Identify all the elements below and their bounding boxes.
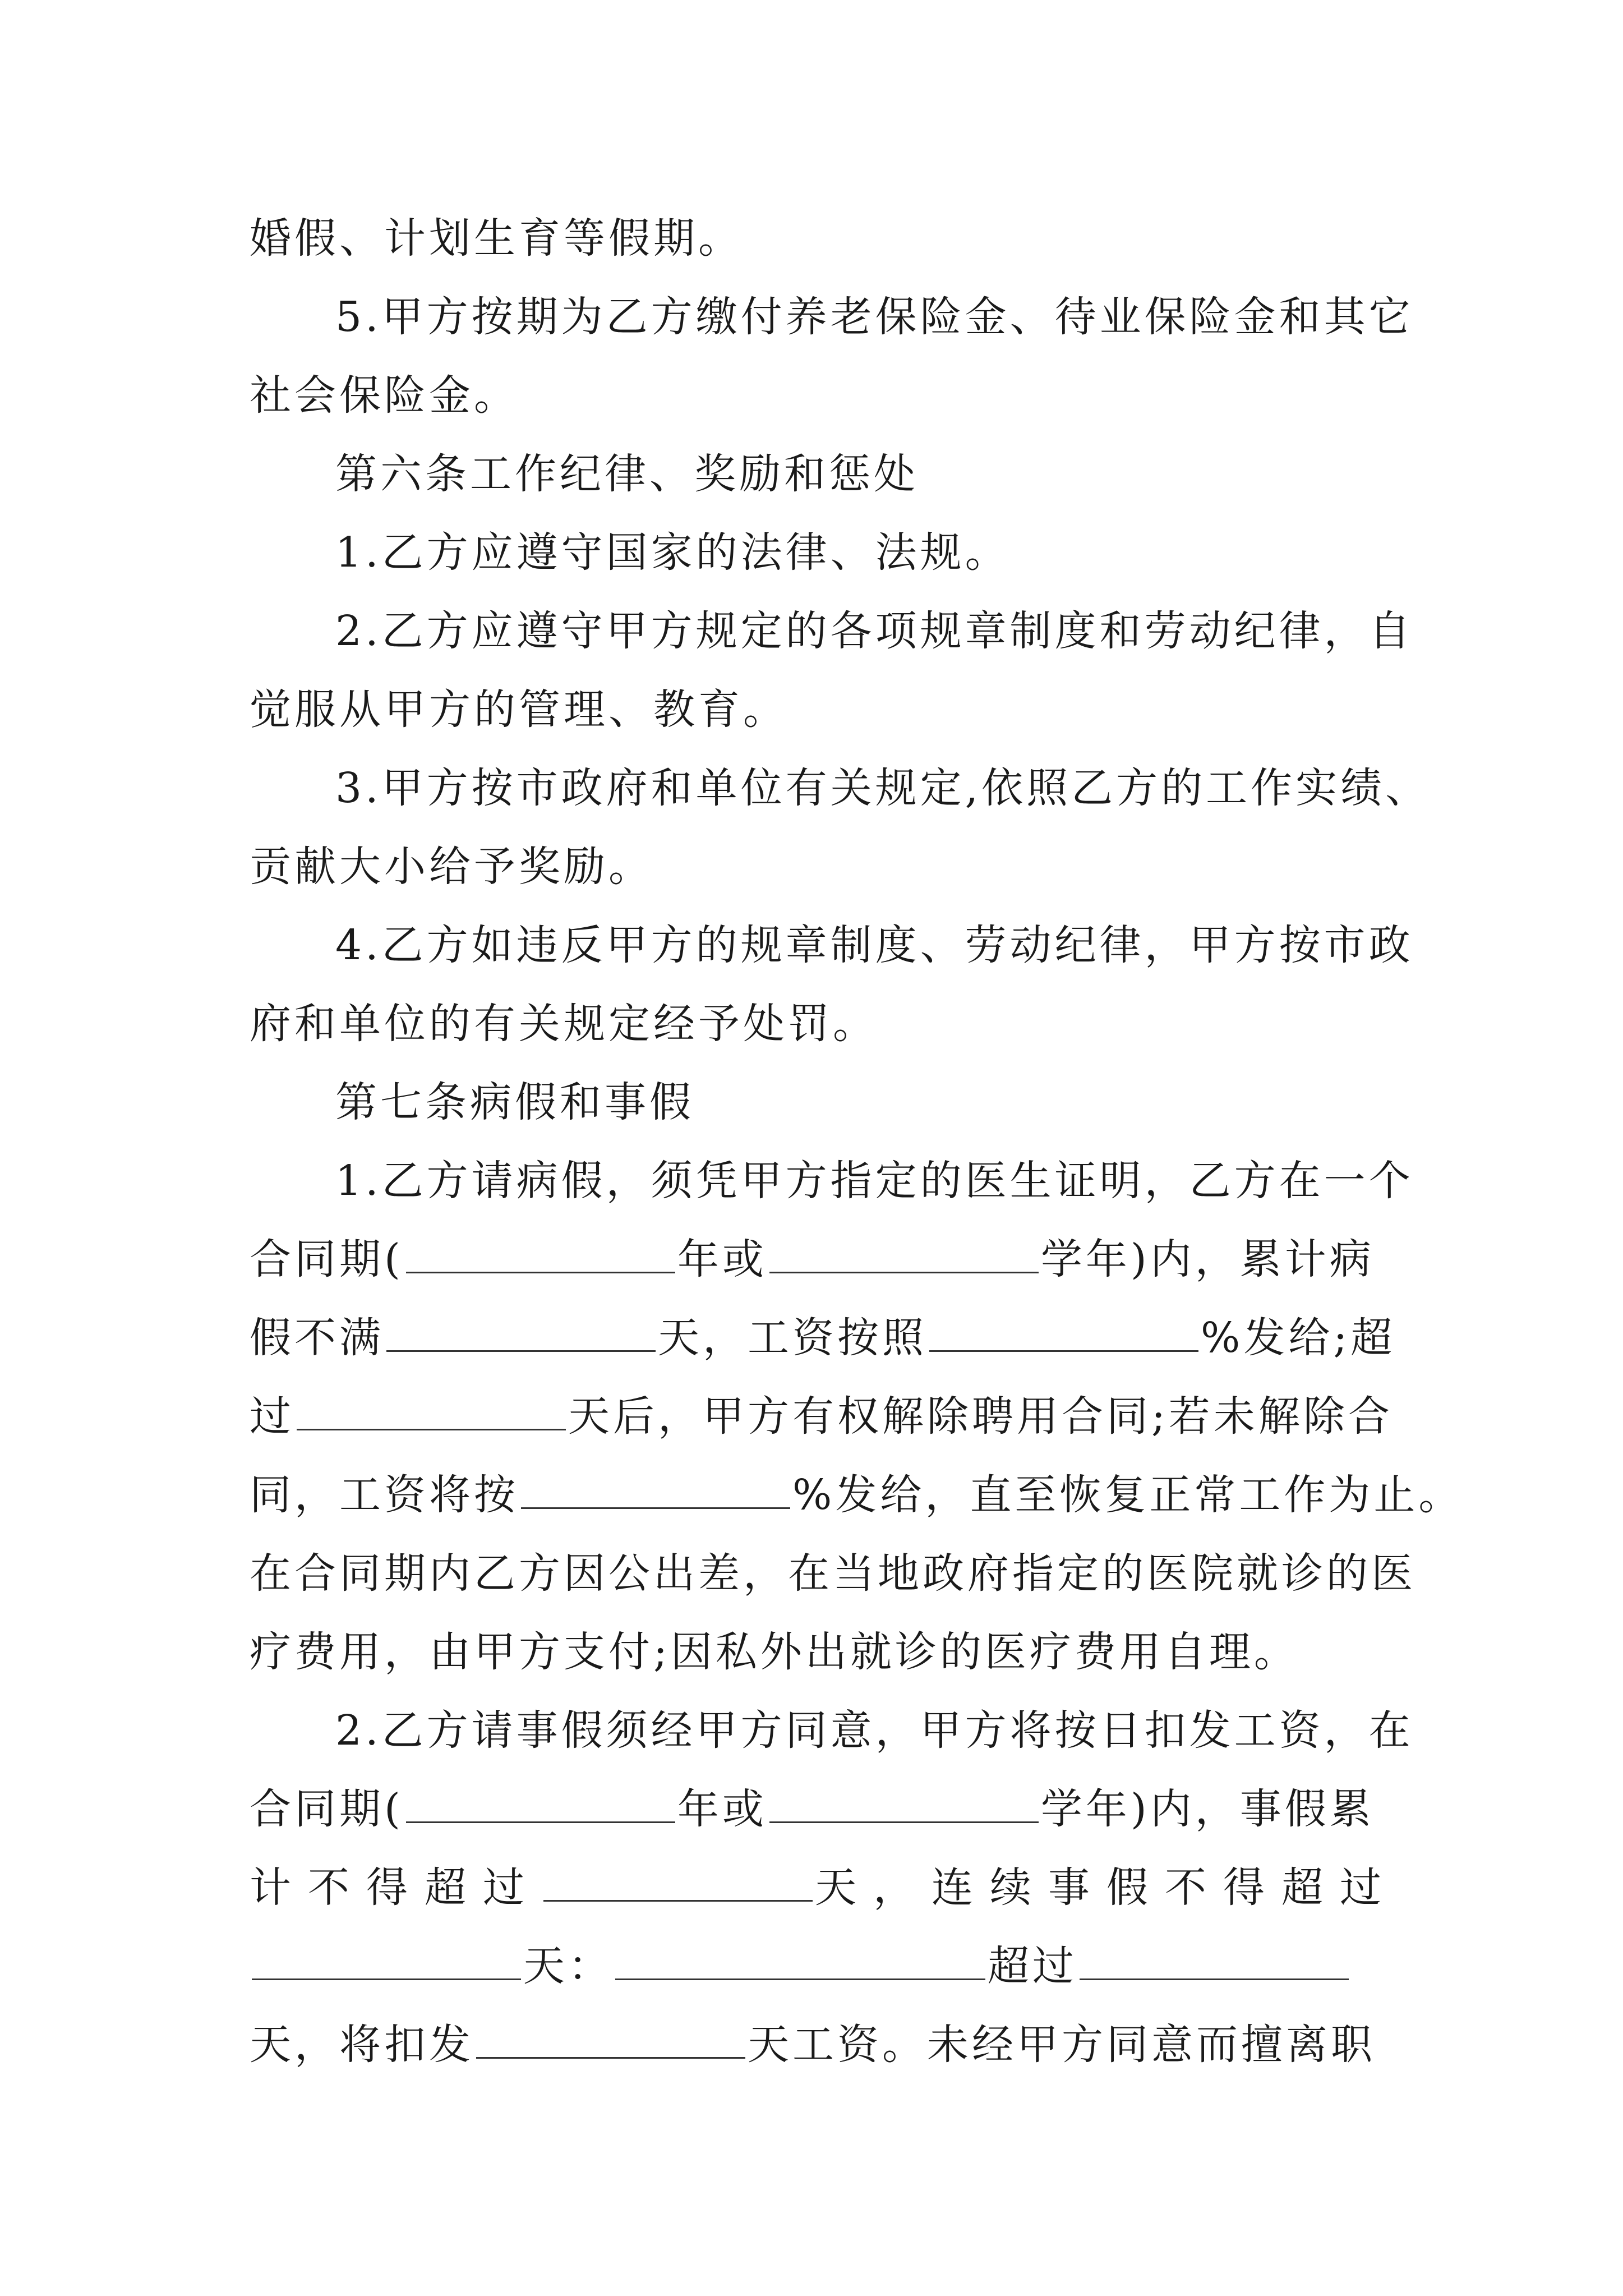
- personal-days-blank[interactable]: [543, 1862, 813, 1902]
- text-line: 府和单位的有关规定经予处罚。: [250, 1000, 878, 1048]
- text-segment: 超过: [988, 1942, 1077, 1990]
- text-line: [250, 1228, 1388, 1290]
- blank-field[interactable]: [615, 1940, 985, 1980]
- text-segment: 年或: [677, 1785, 767, 1833]
- clause-2: 2.乙方应遵守甲方规定的各项规章制度和劳动纪律，自: [335, 607, 1414, 655]
- text-line: 疗费用，由甲方支付;因私外出就诊的医疗费用自理。: [250, 1628, 1299, 1676]
- text-segment: 学年)内，累计病: [1040, 1235, 1375, 1283]
- text-segment: 合同期(: [250, 1785, 404, 1833]
- text-line: [250, 1778, 1388, 1840]
- text-segment: 天：: [523, 1942, 613, 1990]
- text-line: 婚假、计划生育等假期。: [250, 214, 743, 263]
- exceed-days-blank-2[interactable]: [1080, 1940, 1349, 1980]
- article-6-heading: 第六条工作纪律、奖励和惩处: [335, 450, 919, 498]
- text-line: [250, 1857, 1398, 1918]
- text-line: [250, 1464, 1464, 1526]
- text-line: [250, 1935, 1388, 1997]
- text-segment: 同，工资将按: [250, 1471, 519, 1519]
- text-line: [250, 1386, 1393, 1447]
- school-years-blank[interactable]: [769, 1234, 1039, 1273]
- text-segment: 天，工资按照: [658, 1314, 927, 1362]
- clause-3: 3.甲方按市政府和单位有关规定,依照乙方的工作实绩、: [335, 764, 1431, 812]
- text-segment: %发给，直至恢复正常工作为止。: [792, 1471, 1464, 1519]
- clause-4: 4.乙方如违反甲方的规章制度、劳动纪律，甲方按市政: [335, 921, 1414, 969]
- text-segment: 天，连续事假不得超过: [815, 1864, 1398, 1912]
- article-7-heading: 第七条病假和事假: [335, 1078, 694, 1126]
- sick-leave-clause: 1.乙方请病假，须凭甲方指定的医生证明，乙方在一个: [335, 1157, 1414, 1205]
- text-line: 社会保险金。: [250, 371, 519, 420]
- text-segment: 年或: [677, 1235, 767, 1283]
- text-segment: 学年)内，事假累: [1040, 1785, 1375, 1833]
- sick-days-blank[interactable]: [386, 1312, 656, 1352]
- text-line: [250, 2014, 1388, 2076]
- text-line: [250, 1307, 1396, 1369]
- text-segment: 天，将扣发: [250, 2021, 474, 2069]
- exceed-days-blank[interactable]: [297, 1391, 566, 1430]
- text-segment: 合同期(: [250, 1235, 404, 1283]
- deduct-days-blank[interactable]: [476, 2019, 745, 2059]
- clause-1: 1.乙方应遵守国家的法律、法规。: [335, 528, 1010, 577]
- text-segment: 天后，甲方有权解除聘用合同;若未解除合: [568, 1392, 1393, 1441]
- text-segment: 过: [250, 1392, 294, 1441]
- text-line: 在合同期内乙方因公出差，在当地政府指定的医院就诊的医: [250, 1549, 1416, 1598]
- text-segment: %发给;超: [1201, 1314, 1396, 1362]
- wage-percent-blank[interactable]: [929, 1312, 1198, 1352]
- school-years-blank-2[interactable]: [769, 1783, 1039, 1823]
- text-segment: 计不得超过: [250, 1864, 541, 1912]
- text-line: 贡献大小给予奖励。: [250, 843, 653, 891]
- text-segment: 假不满: [250, 1314, 384, 1362]
- contract-years-blank[interactable]: [406, 1234, 675, 1273]
- text-line: 觉服从甲方的管理、教育。: [250, 685, 788, 734]
- personal-leave-clause: 2.乙方请事假须经甲方同意，甲方将按日扣发工资，在: [335, 1706, 1414, 1755]
- wage-percent-blank-2[interactable]: [521, 1469, 790, 1509]
- contract-years-blank-2[interactable]: [406, 1783, 675, 1823]
- consecutive-days-blank[interactable]: [252, 1940, 521, 1980]
- text-segment: 天工资。未经甲方同意而擅离职: [748, 2021, 1376, 2069]
- clause-5: 5.甲方按期为乙方缴付养老保险金、待业保险金和其它: [335, 293, 1414, 341]
